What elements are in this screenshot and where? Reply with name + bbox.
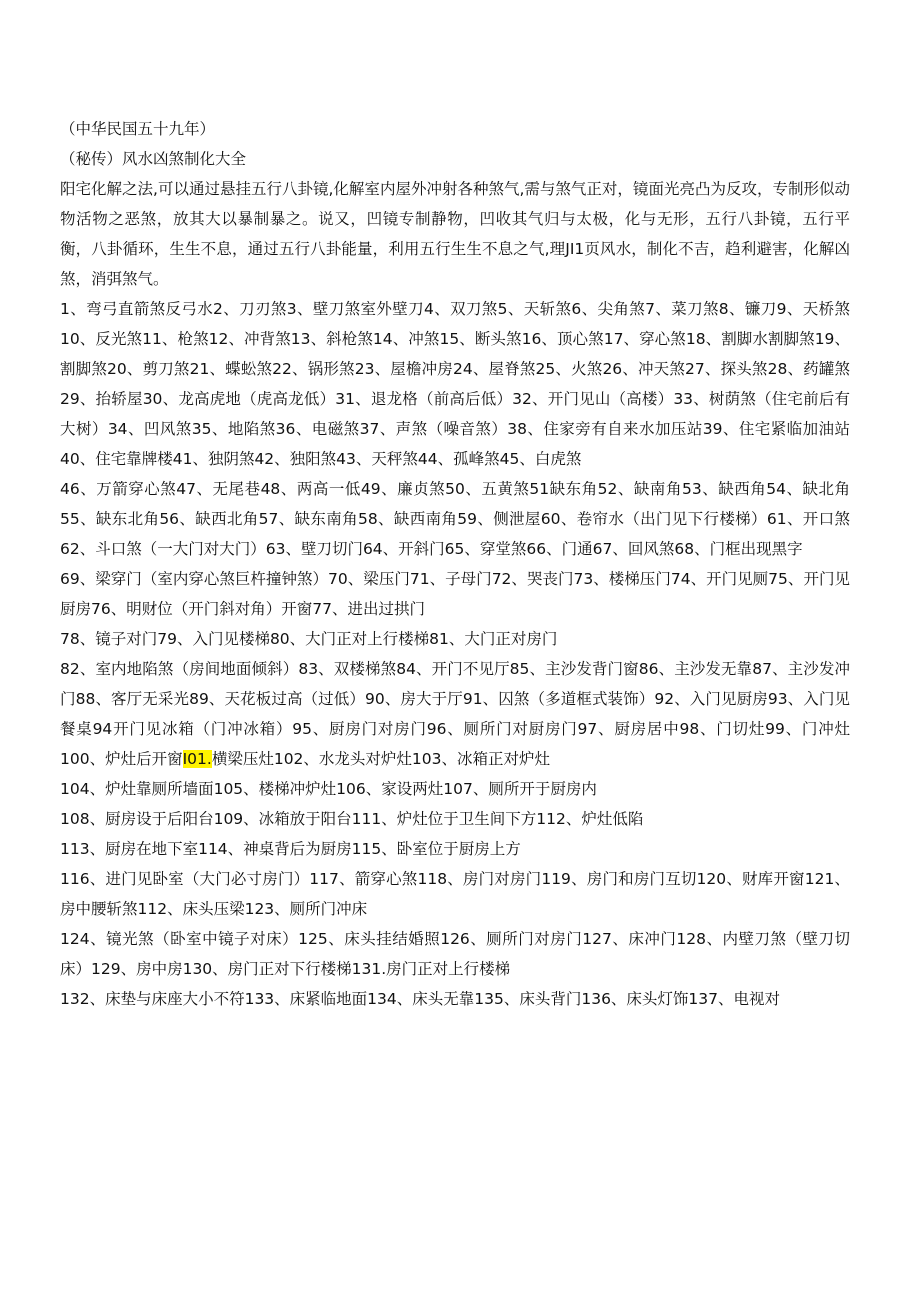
document-body (60, 114, 850, 1014)
item-group-2: 46、万箭穿心煞47、无尾巷48、两高一低49、廉贞煞50、五黄煞51缺东角52、缺南角53、缺西角54、缺北角55、缺东北角56、缺西北角57、缺东南角58、缺西南角59、侧泄屋60、卷帘水（出门见下行楼梯）61、开口煞62、斗口煞（一大门对大门）63、壁刀切门64、开斜门65、穿堂煞66、门通67、回风煞68、门框出现黑字 (60, 480, 850, 558)
intro-paragraph: 阳宅化解之法,可以通过悬挂五行八卦镜,化解室内屋外冲射各种煞气,需与煞气正对，镜面光亮凸为反攻，专制形似动物活物之恶煞，放其大以暴制暴之。说又，凹镜专制静物，凹收其气归与太极，化与无形，五行八卦镜，五行平衡，八卦循环，生生不息，通过五行八卦能量，利用五行生生不息之气,理JI1页风水，制化不吉，趋利避害，化解凶煞，消弭煞气。 (60, 180, 850, 288)
item-group-4: 78、镜子对门79、入门见楼梯80、大门正对上行楼梯81、大门正对房门 (60, 630, 558, 648)
item-group-7: 108、厨房设于后阳台109、冰箱放于阳台111、炉灶位于卫生间下方112、炉灶低陷 (60, 810, 644, 828)
item-group-9: 116、进门见卧室（大门必寸房门）117、箭穿心煞118、房门对房门119、房门和房门互切120、财库开窗121、房中腰斩煞112、床头压梁123、厕所门冲床 (60, 870, 850, 918)
item-group-1: 1、弯弓直箭煞反弓水2、刀刃煞3、壁刀煞室外壁刀4、双刀煞5、天斩煞6、尖角煞7、菜刀煞8、镰刀9、天桥煞10、反光煞11、枪煞12、冲背煞13、斜枪煞14、冲煞15、断头煞16、顶心煞17、穿心煞18、割脚水割脚煞19、割脚煞20、剪刀煞21、蝶蚣煞22、锅形煞23、屋檐冲房24、屋脊煞25、火煞26、冲天煞27、探头煞28、药罐煞29、抬轿屋30、龙高虎地（虎高龙低）31、退龙格（前高后低）32、开门见山（高楼）33、树荫煞（住宅前后有大树）34、凹风煞35、地陷煞36、电磁煞37、声煞（噪音煞）38、住家旁有自来水加压站39、住宅紧临加油站40、住宅靠牌楼41、独阴煞42、独阳煞43、天秤煞44、孤峰煞45、白虎煞 (60, 300, 850, 468)
item-group-3: 69、梁穿门（室内穿心煞巨杵撞钟煞）70、梁压门71、子母门72、哭丧门73、楼梯压门74、开门见厕75、开门见厨房76、明财位（开门斜对角）开窗77、进出过拱门 (60, 570, 850, 618)
document-title: （秘传）风水凶煞制化大全 (60, 150, 247, 168)
item-group-6: 104、炉灶靠厕所墙面105、楼梯冲炉灶106、家设两灶107、厕所开于厨房内 (60, 780, 597, 798)
item-group-8: 113、厨房在地下室114、神桌背后为厨房115、卧室位于厨房上方 (60, 840, 521, 858)
item-group-5 (60, 654, 850, 774)
header-era: （中华民国五十九年） (60, 120, 216, 138)
highlighted-number: I01. (182, 750, 212, 768)
item-group-11: 132、床垫与床座大小不符133、床紧临地面134、床头无靠135、床头背门136、床头灯饰137、电视对 (60, 990, 781, 1008)
item-group-10: 124、镜光煞（卧室中镜子对床）125、床头挂结婚照126、厕所门对房门127、床冲门128、内壁刀煞（壁刀切床）129、房中房130、房门正对下行楼梯131.房门正对上行楼梯 (60, 930, 850, 978)
item-group-5-tail: 横梁压灶102、水龙头对炉灶103、冰箱正对炉灶 (211, 750, 550, 768)
item-group-5-text: 82、室内地陷煞（房间地面倾斜）83、双楼梯煞84、开门不见厅85、主沙发背门窗86、主沙发无靠87、主沙发冲门88、客厅无采光89、天花板过高（过低）90、房大于厅91、囚煞（多道框式装饰）92、入门见厨房93、入门见餐桌94开门见冰箱（门冲冰箱）95、厨房门对房门96、厕所门对厨房门97、厨房居中98、门切灶99、门冲灶100、炉灶后开窗 (60, 660, 850, 768)
